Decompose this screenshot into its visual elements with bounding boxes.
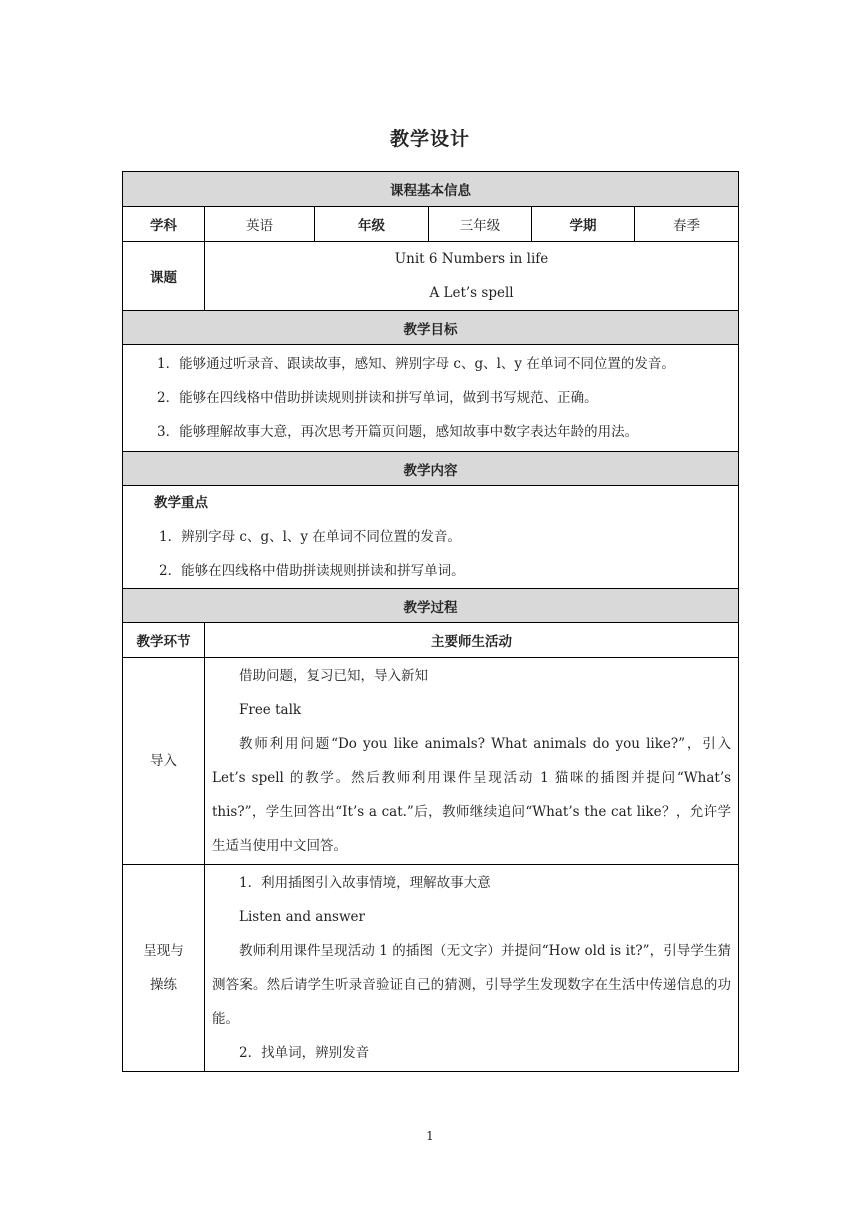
topic-line-1: Unit 6 Numbers in life — [394, 251, 549, 267]
activity-line: 1．利用插图引入故事情境，理解故事大意 — [239, 875, 491, 891]
stage-activities — [205, 865, 739, 1072]
stage-name-line-1: 呈现与 — [143, 943, 184, 959]
objective-item: 2．能够在四线格中借助拼读规则拼读和拼写单词，做到书写规范、正确。 — [157, 390, 598, 406]
lesson-plan-table — [122, 171, 739, 1072]
key-points-label: 教学重点 — [154, 495, 208, 511]
activity-line: 教师利用问题“Do you like animals? What animals do you like?”，引入 Let’s spell 的教学。然后教师利用课件呈现活动 1 猫咪的插图并提问“What’s this?”，学生回答出“It’s a cat.”后，教师继续追问“What’s the cat like？，允许学生适当使用中文回答。 — [212, 736, 732, 854]
stage-name: 导入 — [123, 658, 205, 865]
activity-line: 2．找单词，辨别发音 — [239, 1045, 370, 1061]
stage-column-header: 教学环节 — [123, 623, 205, 658]
key-point-item: 2．能够在四线格中借助拼读规则拼读和拼写单词。 — [159, 563, 465, 579]
subject-label: 学科 — [123, 207, 205, 242]
objective-item: 1．能够通过听录音、跟读故事，感知、辨别字母 c、g、l、y 在单词不同位置的发音。 — [157, 356, 675, 372]
activity-line: 教师利用课件呈现活动 1 的插图（无文字）并提问“How old is it?”，引导学生猜测答案。然后请学生听录音验证自己的猜测，引导学生发现数字在生活中传递信息的功能。 — [212, 943, 732, 1027]
stage-name — [123, 865, 205, 1072]
stage-activities — [205, 658, 739, 865]
grade-label: 年级 — [315, 207, 429, 242]
activity-line: Listen and answer — [239, 909, 365, 925]
document-title: 教学设计 — [389, 128, 470, 150]
content-header: 教学内容 — [123, 452, 739, 486]
stage-name-line-2: 操练 — [150, 977, 177, 993]
objective-item: 3．能够理解故事大意，再次思考开篇页问题，感知故事中数字表达年龄的用法。 — [157, 424, 639, 440]
objectives-header: 教学目标 — [123, 311, 739, 345]
key-point-item: 1．辨别字母 c、g、l、y 在单词不同位置的发音。 — [159, 529, 461, 545]
subject-value: 英语 — [205, 207, 315, 242]
objectives-body — [123, 345, 739, 452]
activity-line: 借助问题，复习已知，导入新知 — [239, 668, 428, 684]
grade-value: 三年级 — [429, 207, 532, 242]
activity-line: Free talk — [239, 702, 302, 718]
page-number: 1 — [426, 1129, 434, 1143]
activity-column-header: 主要师生活动 — [205, 623, 739, 658]
topic-line-2: A Let’s spell — [429, 285, 514, 301]
topic-value — [205, 242, 739, 311]
process-header: 教学过程 — [123, 589, 739, 623]
content-body — [123, 486, 739, 589]
basic-info-header: 课程基本信息 — [123, 172, 739, 207]
topic-label: 课题 — [123, 242, 205, 311]
term-label: 学期 — [532, 207, 635, 242]
term-value: 春季 — [635, 207, 739, 242]
